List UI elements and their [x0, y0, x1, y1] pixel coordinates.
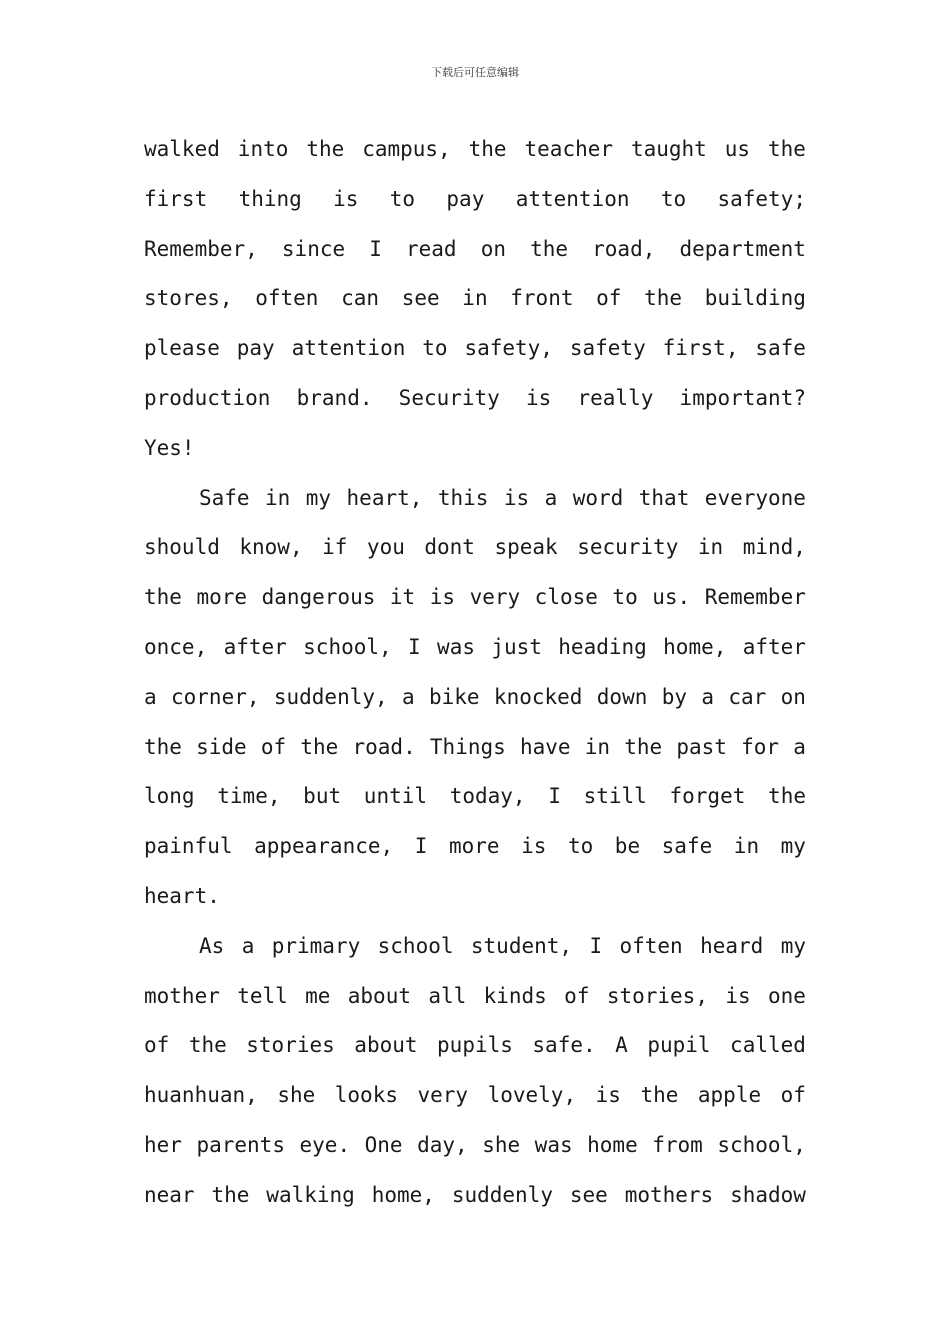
- word: see: [401, 286, 440, 311]
- word: is: [429, 585, 456, 610]
- word: brand.: [296, 385, 373, 410]
- text-line: [144, 972, 806, 1022]
- word: the: [468, 137, 507, 161]
- word: by: [661, 684, 687, 709]
- word: knocked: [493, 684, 583, 709]
- word: on: [780, 684, 806, 709]
- word: if: [322, 535, 348, 560]
- word: corner,: [171, 684, 260, 709]
- word: campus,: [362, 137, 451, 161]
- word: very: [469, 585, 521, 610]
- word: I: [408, 634, 421, 659]
- word: building: [704, 286, 806, 311]
- word: to: [567, 834, 594, 859]
- word: please: [144, 336, 220, 361]
- word: that: [638, 485, 690, 510]
- word: the: [188, 1033, 227, 1058]
- word: dont: [424, 535, 475, 560]
- text-line: [144, 1171, 806, 1221]
- word: is: [333, 186, 359, 211]
- text-line: [144, 324, 806, 374]
- word: Yes!: [144, 435, 195, 460]
- word: see: [569, 1182, 608, 1207]
- word: Security: [398, 385, 500, 410]
- text-line: [144, 1071, 806, 1121]
- word: dangerous: [261, 585, 376, 610]
- word: after: [223, 634, 287, 659]
- word: I: [548, 784, 561, 809]
- word: my: [780, 933, 806, 958]
- text-line: [144, 1021, 806, 1071]
- word: tell: [237, 983, 288, 1008]
- word: about: [347, 983, 411, 1008]
- word: for: [741, 734, 780, 759]
- word: school,: [303, 634, 392, 659]
- word: pupils: [437, 1033, 513, 1058]
- word: called: [730, 1033, 806, 1058]
- word: student,: [470, 933, 573, 958]
- word: she: [482, 1132, 521, 1157]
- word: this: [437, 485, 489, 510]
- word: but: [303, 784, 342, 809]
- word: the: [144, 585, 182, 610]
- word: today,: [449, 784, 526, 809]
- word: a: [793, 734, 806, 759]
- word: near: [144, 1182, 195, 1207]
- word: safety,: [464, 336, 553, 361]
- word: read: [406, 236, 457, 261]
- word: the: [768, 137, 806, 161]
- word: A: [615, 1033, 628, 1058]
- word: of: [596, 286, 622, 311]
- document-body: [144, 125, 806, 1221]
- word: everyone: [704, 485, 806, 510]
- word: should: [144, 535, 220, 560]
- word: mothers: [624, 1182, 714, 1207]
- word: often: [619, 933, 683, 958]
- word: the: [300, 734, 339, 759]
- word: mother: [144, 983, 220, 1008]
- word: home,: [663, 634, 727, 659]
- word: in: [584, 734, 611, 759]
- word: is: [595, 1083, 621, 1108]
- text-line: [144, 573, 806, 623]
- word: still: [583, 784, 647, 809]
- word: the: [640, 1083, 679, 1108]
- word: us.: [652, 585, 691, 610]
- word: is: [521, 834, 547, 859]
- word: stories,: [606, 983, 708, 1008]
- word: a: [241, 933, 255, 958]
- text-line: [144, 523, 806, 573]
- word: in: [733, 834, 760, 859]
- word: first: [144, 186, 208, 211]
- text-line: [144, 623, 806, 673]
- text-line: [144, 225, 806, 275]
- word: was: [437, 634, 475, 659]
- word: have: [519, 734, 571, 759]
- word: Safe: [199, 485, 250, 510]
- word: heading: [558, 634, 647, 659]
- word: Things: [429, 734, 506, 759]
- word: looks: [334, 1083, 398, 1108]
- word: one: [767, 983, 806, 1008]
- word: of: [260, 734, 287, 759]
- word: safe: [755, 336, 806, 361]
- word: primary: [271, 933, 361, 958]
- word: of: [144, 1033, 170, 1058]
- word: front: [510, 286, 574, 311]
- word: know,: [239, 535, 303, 560]
- word: department: [679, 236, 806, 261]
- word: huanhuan,: [144, 1083, 258, 1108]
- word: more: [448, 834, 500, 859]
- word: kinds: [483, 983, 547, 1008]
- word: the: [768, 784, 806, 809]
- word: her: [144, 1132, 182, 1157]
- word: road.: [352, 734, 416, 759]
- word: it: [389, 585, 416, 610]
- word: home: [587, 1132, 638, 1157]
- word: the: [624, 734, 663, 759]
- word: teacher: [524, 137, 614, 161]
- page-header: 下载后可任意编辑: [431, 66, 519, 79]
- word: the: [144, 734, 182, 759]
- word: school: [377, 933, 454, 958]
- word: suddenly: [451, 1182, 553, 1207]
- word: to: [422, 336, 448, 361]
- word: is: [503, 485, 530, 510]
- word: Remember: [704, 585, 806, 610]
- word: security: [577, 535, 679, 560]
- word: school,: [717, 1132, 806, 1157]
- word: once,: [144, 634, 208, 659]
- text-line: [144, 175, 806, 225]
- word: safety: [569, 336, 646, 361]
- text-line: [144, 424, 806, 474]
- word: to: [389, 186, 416, 211]
- word: a: [544, 485, 558, 510]
- word: shadow: [730, 1182, 806, 1207]
- word: is: [725, 983, 751, 1008]
- word: be: [614, 834, 641, 859]
- word: after: [742, 634, 806, 659]
- word: pay: [236, 336, 275, 361]
- word: to: [660, 186, 687, 211]
- word: road,: [592, 236, 656, 261]
- word: time,: [217, 784, 281, 809]
- text-line: [144, 922, 806, 972]
- word: side: [196, 734, 247, 759]
- word: safe: [661, 834, 713, 859]
- word: home,: [371, 1182, 435, 1207]
- word: from: [652, 1132, 703, 1157]
- word: stories: [246, 1033, 335, 1058]
- word: just: [491, 634, 542, 659]
- word: safety;: [717, 186, 806, 211]
- word: bike: [429, 684, 480, 709]
- text-line: [144, 872, 806, 922]
- text-line: [144, 772, 806, 822]
- word: heart,: [346, 485, 423, 510]
- text-line: [144, 723, 806, 773]
- text-line: [144, 822, 806, 872]
- word: the: [306, 137, 345, 161]
- word: important?: [679, 385, 806, 410]
- word: the: [211, 1182, 250, 1207]
- word: my: [305, 485, 332, 510]
- word: walked: [144, 137, 220, 161]
- word: until: [363, 784, 428, 809]
- word: attention: [291, 336, 406, 361]
- word: she: [277, 1083, 316, 1108]
- word: me: [305, 983, 331, 1008]
- word: heard: [700, 933, 764, 958]
- word: heart.: [144, 883, 220, 908]
- word: the: [644, 286, 683, 311]
- word: As: [199, 933, 225, 958]
- word: of: [564, 983, 590, 1008]
- word: speak: [494, 535, 558, 560]
- word: attention: [515, 186, 630, 211]
- text-line: [144, 374, 806, 424]
- text-line: [144, 1121, 806, 1171]
- text-line: [144, 125, 806, 175]
- word: thing: [238, 186, 302, 211]
- word: production: [144, 385, 271, 410]
- word: taught: [630, 137, 707, 161]
- word: word: [572, 485, 624, 510]
- word: down: [596, 684, 648, 709]
- word: more: [196, 585, 248, 610]
- word: long: [144, 784, 195, 809]
- word: I: [414, 834, 428, 859]
- word: can: [341, 286, 380, 311]
- word: eye.: [299, 1132, 351, 1157]
- word: all: [428, 983, 467, 1008]
- word: is: [526, 385, 552, 410]
- word: day,: [417, 1132, 468, 1157]
- word: in: [265, 485, 291, 510]
- word: since: [281, 236, 346, 261]
- word: on: [480, 236, 506, 261]
- word: Remember,: [144, 236, 258, 261]
- word: a: [701, 684, 714, 709]
- word: stores,: [144, 286, 233, 311]
- word: I: [589, 933, 603, 958]
- word: of: [780, 1083, 806, 1108]
- word: I: [369, 236, 382, 261]
- text-line: [144, 274, 806, 324]
- word: in: [697, 535, 724, 560]
- word: close: [534, 585, 598, 610]
- word: in: [462, 286, 488, 311]
- word: car: [728, 684, 767, 709]
- word: past: [676, 734, 727, 759]
- word: was: [534, 1132, 573, 1157]
- word: the: [530, 236, 569, 261]
- word: a: [402, 684, 415, 709]
- word: my: [780, 834, 806, 859]
- word: often: [255, 286, 319, 311]
- word: first,: [662, 336, 739, 361]
- word: mind,: [742, 535, 806, 560]
- text-line: [144, 474, 806, 524]
- word: you: [366, 535, 405, 560]
- word: really: [577, 385, 654, 410]
- word: appearance,: [254, 834, 394, 859]
- word: apple: [697, 1083, 762, 1108]
- word: safe.: [532, 1033, 596, 1058]
- word: One: [364, 1132, 403, 1157]
- word: into: [237, 137, 289, 161]
- word: parents: [196, 1132, 285, 1157]
- word: about: [354, 1033, 418, 1058]
- word: painful: [144, 834, 233, 859]
- word: a: [144, 684, 157, 709]
- word: lovely,: [487, 1083, 577, 1108]
- text-line: [144, 673, 806, 723]
- word: pupil: [647, 1033, 711, 1058]
- word: forget: [669, 784, 746, 809]
- word: walking: [266, 1182, 355, 1207]
- word: pay: [446, 186, 485, 211]
- word: very: [417, 1083, 469, 1108]
- word: to: [612, 585, 638, 610]
- word: suddenly,: [273, 684, 388, 709]
- word: us: [724, 137, 751, 161]
